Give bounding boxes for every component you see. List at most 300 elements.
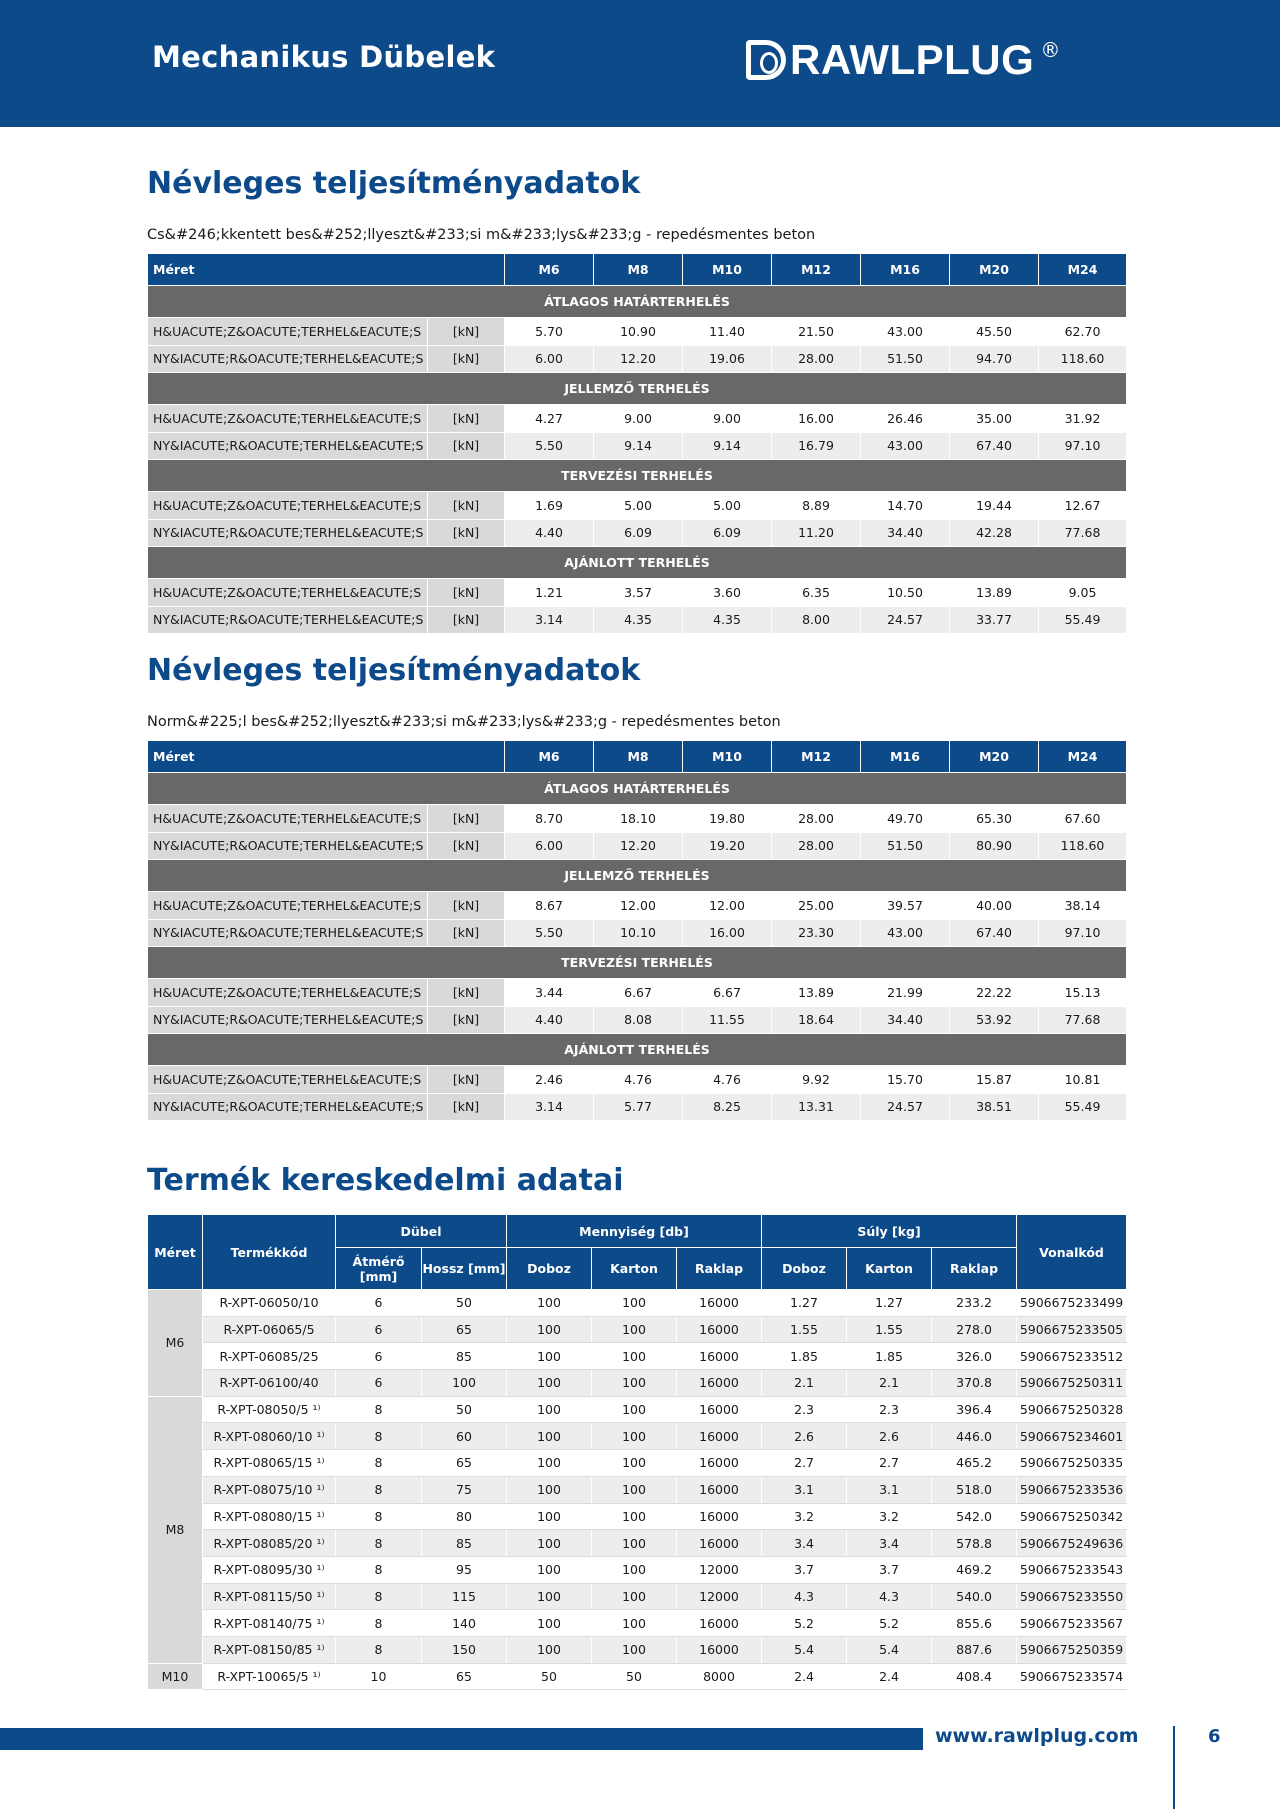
cell-value: 12000 bbox=[677, 1556, 762, 1583]
cell-value: 100 bbox=[507, 1316, 592, 1343]
cell-value: 9.14 bbox=[594, 432, 683, 460]
group-label: TERVEZÉSI TERHELÉS bbox=[148, 947, 1127, 979]
cell-value: 5.70 bbox=[505, 318, 594, 346]
cell-value: 100 bbox=[507, 1503, 592, 1530]
row-label: NY&IACUTE;R&OACUTE;TERHEL&EACUTE;S bbox=[148, 1093, 428, 1121]
row-label: H&UACUTE;Z&OACUTE;TERHEL&EACUTE;S bbox=[148, 579, 428, 607]
cell-value: 16000 bbox=[677, 1530, 762, 1557]
col-suly: Súly [kg] bbox=[762, 1215, 1017, 1248]
cell-value: 3.2 bbox=[762, 1503, 847, 1530]
table-row bbox=[148, 1556, 1127, 1583]
cell-value: 85 bbox=[422, 1343, 507, 1370]
cell-value: 25.00 bbox=[772, 892, 861, 920]
cell-value: 5906675250335 bbox=[1017, 1450, 1127, 1477]
cell-value: 6.67 bbox=[683, 979, 772, 1007]
cell-value: 50 bbox=[422, 1396, 507, 1423]
table-row bbox=[148, 318, 1127, 346]
cell-value: 67.40 bbox=[950, 919, 1039, 947]
cell-value: 100 bbox=[592, 1476, 677, 1503]
row-unit: [kN] bbox=[428, 345, 505, 373]
col-size: M12 bbox=[772, 254, 861, 286]
table-row bbox=[148, 519, 1127, 547]
cell-value: 9.00 bbox=[683, 405, 772, 433]
table-row bbox=[148, 1663, 1127, 1690]
cell-value: 887.6 bbox=[932, 1636, 1017, 1663]
cell-value: 2.3 bbox=[847, 1396, 932, 1423]
size-cell: M8 bbox=[148, 1396, 203, 1663]
perf1-subtitle: Cs&#246;kkentett bes&#252;llyeszt&#233;si m&#233;lys&#233;g - repedésmentes beton bbox=[147, 227, 816, 243]
cell-value: 5.77 bbox=[594, 1093, 683, 1121]
group-row bbox=[148, 286, 1127, 318]
cell-value: 3.57 bbox=[594, 579, 683, 607]
cell-value: 3.7 bbox=[847, 1556, 932, 1583]
cell-value: 80.90 bbox=[950, 832, 1039, 860]
cell-value: 14.70 bbox=[861, 492, 950, 520]
cell-value: 3.2 bbox=[847, 1503, 932, 1530]
cell-value: 43.00 bbox=[861, 919, 950, 947]
cell-value: 34.40 bbox=[861, 519, 950, 547]
cell-value: 5906675250342 bbox=[1017, 1503, 1127, 1530]
cell-value: 6.35 bbox=[772, 579, 861, 607]
cell-value: 3.14 bbox=[505, 1093, 594, 1121]
cell-value: 16000 bbox=[677, 1503, 762, 1530]
cell-value: 8 bbox=[336, 1476, 422, 1503]
col-atmero: Átmérő [mm] bbox=[336, 1248, 422, 1290]
cell-value: 53.92 bbox=[950, 1006, 1039, 1034]
row-label: NY&IACUTE;R&OACUTE;TERHEL&EACUTE;S bbox=[148, 345, 428, 373]
cell-value: 31.92 bbox=[1039, 405, 1127, 433]
cell-value: R-XPT-08075/10 ¹⁾ bbox=[203, 1476, 336, 1503]
cell-value: 1.27 bbox=[847, 1290, 932, 1317]
perf1-title: Névleges teljesítményadatok bbox=[147, 166, 641, 201]
cell-value: 16000 bbox=[677, 1476, 762, 1503]
cell-value: 2.7 bbox=[847, 1450, 932, 1477]
cell-value: 4.35 bbox=[683, 606, 772, 634]
cell-value: 16000 bbox=[677, 1636, 762, 1663]
row-label: H&UACUTE;Z&OACUTE;TERHEL&EACUTE;S bbox=[148, 318, 428, 346]
cell-value: 542.0 bbox=[932, 1503, 1017, 1530]
row-unit: [kN] bbox=[428, 606, 505, 634]
cell-value: 5.00 bbox=[594, 492, 683, 520]
cell-value: 8 bbox=[336, 1583, 422, 1610]
row-unit: [kN] bbox=[428, 1066, 505, 1094]
row-unit: [kN] bbox=[428, 492, 505, 520]
cell-value: 100 bbox=[507, 1610, 592, 1637]
cell-value: 24.57 bbox=[861, 606, 950, 634]
cell-value: 2.4 bbox=[847, 1663, 932, 1690]
table-row bbox=[148, 1396, 1127, 1423]
cell-value: 13.89 bbox=[950, 579, 1039, 607]
row-unit: [kN] bbox=[428, 1006, 505, 1034]
cell-value: 100 bbox=[592, 1370, 677, 1397]
cell-value: 94.70 bbox=[950, 345, 1039, 373]
registered-mark: ® bbox=[1040, 38, 1061, 62]
cell-value: R-XPT-10065/5 ¹⁾ bbox=[203, 1663, 336, 1690]
cell-value: 3.60 bbox=[683, 579, 772, 607]
table-row bbox=[148, 1583, 1127, 1610]
cell-value: 2.6 bbox=[847, 1423, 932, 1450]
table-row bbox=[148, 1093, 1127, 1121]
row-unit: [kN] bbox=[428, 979, 505, 1007]
cell-value: 3.4 bbox=[762, 1530, 847, 1557]
cell-value: 2.6 bbox=[762, 1423, 847, 1450]
cell-value: 67.40 bbox=[950, 432, 1039, 460]
group-label: JELLEMZŐ TERHELÉS bbox=[148, 373, 1127, 405]
perf2-title: Névleges teljesítményadatok bbox=[147, 653, 641, 688]
cell-value: 100 bbox=[507, 1450, 592, 1477]
cell-value: 12.67 bbox=[1039, 492, 1127, 520]
cell-value: 19.06 bbox=[683, 345, 772, 373]
cell-value: 4.35 bbox=[594, 606, 683, 634]
row-unit: [kN] bbox=[428, 832, 505, 860]
cell-value: 6.00 bbox=[505, 832, 594, 860]
cell-value: R-XPT-06085/25 bbox=[203, 1343, 336, 1370]
cell-value: 10.10 bbox=[594, 919, 683, 947]
table-row bbox=[148, 1476, 1127, 1503]
cell-value: 8000 bbox=[677, 1663, 762, 1690]
cell-value: 8 bbox=[336, 1636, 422, 1663]
cell-value: 9.05 bbox=[1039, 579, 1127, 607]
cell-value: 16.79 bbox=[772, 432, 861, 460]
cell-value: 8 bbox=[336, 1530, 422, 1557]
col-hossz: Hossz [mm] bbox=[422, 1248, 507, 1290]
cell-value: 12.00 bbox=[683, 892, 772, 920]
cell-value: 5906675233543 bbox=[1017, 1556, 1127, 1583]
cell-value: 18.10 bbox=[594, 805, 683, 833]
cell-value: 22.22 bbox=[950, 979, 1039, 1007]
cell-value: 3.14 bbox=[505, 606, 594, 634]
cell-value: 85 bbox=[422, 1530, 507, 1557]
cell-value: 1.21 bbox=[505, 579, 594, 607]
cell-value: 10.90 bbox=[594, 318, 683, 346]
cell-value: 6.09 bbox=[594, 519, 683, 547]
col-size: M16 bbox=[861, 254, 950, 286]
cell-value: 65.30 bbox=[950, 805, 1039, 833]
cell-value: 13.89 bbox=[772, 979, 861, 1007]
group-row bbox=[148, 947, 1127, 979]
cell-value: 15.70 bbox=[861, 1066, 950, 1094]
size-cell: M6 bbox=[148, 1290, 203, 1397]
col-size: M24 bbox=[1039, 741, 1127, 773]
cell-value: R-XPT-08140/75 ¹⁾ bbox=[203, 1610, 336, 1637]
col-doboz-weight: Doboz bbox=[762, 1248, 847, 1290]
cell-value: 19.20 bbox=[683, 832, 772, 860]
cell-value: 5.50 bbox=[505, 432, 594, 460]
cell-value: 62.70 bbox=[1039, 318, 1127, 346]
col-size: M20 bbox=[950, 254, 1039, 286]
cell-value: 5906675249636 bbox=[1017, 1530, 1127, 1557]
cell-value: 4.40 bbox=[505, 1006, 594, 1034]
cell-value: 16000 bbox=[677, 1343, 762, 1370]
row-unit: [kN] bbox=[428, 519, 505, 547]
row-unit: [kN] bbox=[428, 892, 505, 920]
cell-value: 8 bbox=[336, 1450, 422, 1477]
cell-value: 5906675233499 bbox=[1017, 1290, 1127, 1317]
cell-value: 65 bbox=[422, 1450, 507, 1477]
group-row bbox=[148, 860, 1127, 892]
cell-value: 408.4 bbox=[932, 1663, 1017, 1690]
group-label: JELLEMZŐ TERHELÉS bbox=[148, 860, 1127, 892]
row-label: NY&IACUTE;R&OACUTE;TERHEL&EACUTE;S bbox=[148, 919, 428, 947]
table-row bbox=[148, 919, 1127, 947]
table-row bbox=[148, 1066, 1127, 1094]
cell-value: 15.13 bbox=[1039, 979, 1127, 1007]
cell-value: 10 bbox=[336, 1663, 422, 1690]
cell-value: 578.8 bbox=[932, 1530, 1017, 1557]
cell-value: 8.00 bbox=[772, 606, 861, 634]
table-row bbox=[148, 1343, 1127, 1370]
cell-value: 50 bbox=[507, 1663, 592, 1690]
cell-value: 6 bbox=[336, 1316, 422, 1343]
cell-value: 45.50 bbox=[950, 318, 1039, 346]
header-title: Mechanikus Dübelek bbox=[152, 40, 496, 74]
table-row bbox=[148, 1370, 1127, 1397]
table-row bbox=[148, 805, 1127, 833]
cell-value: 28.00 bbox=[772, 345, 861, 373]
cell-value: 5906675233536 bbox=[1017, 1476, 1127, 1503]
cell-value: R-XPT-06100/40 bbox=[203, 1370, 336, 1397]
col-size: M24 bbox=[1039, 254, 1127, 286]
cell-value: 100 bbox=[507, 1636, 592, 1663]
cell-value: 4.3 bbox=[762, 1583, 847, 1610]
cell-value: 12.20 bbox=[594, 345, 683, 373]
cell-value: 8 bbox=[336, 1423, 422, 1450]
cell-value: 65 bbox=[422, 1316, 507, 1343]
page-header bbox=[0, 0, 1280, 127]
cell-value: 42.28 bbox=[950, 519, 1039, 547]
group-label: ÁTLAGOS HATÁRTERHELÉS bbox=[148, 773, 1127, 805]
cell-value: 1.69 bbox=[505, 492, 594, 520]
cell-value: 100 bbox=[507, 1290, 592, 1317]
row-label: H&UACUTE;Z&OACUTE;TERHEL&EACUTE;S bbox=[148, 492, 428, 520]
cell-value: 5.2 bbox=[847, 1610, 932, 1637]
cell-value: 28.00 bbox=[772, 805, 861, 833]
cell-value: 100 bbox=[507, 1530, 592, 1557]
cell-value: 4.76 bbox=[594, 1066, 683, 1094]
cell-value: 19.44 bbox=[950, 492, 1039, 520]
cell-value: 9.14 bbox=[683, 432, 772, 460]
row-label: H&UACUTE;Z&OACUTE;TERHEL&EACUTE;S bbox=[148, 405, 428, 433]
row-unit: [kN] bbox=[428, 318, 505, 346]
cell-value: 100 bbox=[507, 1370, 592, 1397]
cell-value: 100 bbox=[592, 1636, 677, 1663]
table-row bbox=[148, 979, 1127, 1007]
rawlplug-logo bbox=[746, 38, 1060, 82]
cell-value: 26.46 bbox=[861, 405, 950, 433]
table-row bbox=[148, 405, 1127, 433]
col-mennyiseg: Mennyiség [db] bbox=[507, 1215, 762, 1248]
cell-value: 100 bbox=[422, 1370, 507, 1397]
table-row bbox=[148, 579, 1127, 607]
cell-value: 5.4 bbox=[847, 1636, 932, 1663]
col-meret: Méret bbox=[148, 741, 505, 773]
cell-value: 5906675250311 bbox=[1017, 1370, 1127, 1397]
col-size: M12 bbox=[772, 741, 861, 773]
table-row bbox=[148, 1530, 1127, 1557]
cell-value: 3.44 bbox=[505, 979, 594, 1007]
group-row bbox=[148, 373, 1127, 405]
cell-value: 150 bbox=[422, 1636, 507, 1663]
cell-value: 6 bbox=[336, 1370, 422, 1397]
cell-value: 118.60 bbox=[1039, 345, 1127, 373]
row-label: H&UACUTE;Z&OACUTE;TERHEL&EACUTE;S bbox=[148, 1066, 428, 1094]
cell-value: 2.7 bbox=[762, 1450, 847, 1477]
row-unit: [kN] bbox=[428, 1093, 505, 1121]
cell-value: 100 bbox=[592, 1343, 677, 1370]
cell-value: 21.50 bbox=[772, 318, 861, 346]
row-unit: [kN] bbox=[428, 432, 505, 460]
cell-value: 16.00 bbox=[683, 919, 772, 947]
cell-value: 855.6 bbox=[932, 1610, 1017, 1637]
cell-value: 11.55 bbox=[683, 1006, 772, 1034]
col-size: M20 bbox=[950, 741, 1039, 773]
cell-value: 3.1 bbox=[762, 1476, 847, 1503]
cell-value: 77.68 bbox=[1039, 1006, 1127, 1034]
cell-value: 115 bbox=[422, 1583, 507, 1610]
cell-value: 100 bbox=[592, 1290, 677, 1317]
row-label: H&UACUTE;Z&OACUTE;TERHEL&EACUTE;S bbox=[148, 892, 428, 920]
cell-value: 35.00 bbox=[950, 405, 1039, 433]
table-row bbox=[148, 1636, 1127, 1663]
cell-value: 16000 bbox=[677, 1290, 762, 1317]
group-row bbox=[148, 460, 1127, 492]
footer-divider bbox=[1173, 1726, 1175, 1809]
col-karton-weight: Karton bbox=[847, 1248, 932, 1290]
cell-value: 16000 bbox=[677, 1370, 762, 1397]
cell-value: 100 bbox=[592, 1316, 677, 1343]
group-label: AJÁNLOTT TERHELÉS bbox=[148, 1034, 1127, 1066]
row-unit: [kN] bbox=[428, 579, 505, 607]
cell-value: 9.92 bbox=[772, 1066, 861, 1094]
cell-value: 6.09 bbox=[683, 519, 772, 547]
cell-value: 50 bbox=[592, 1663, 677, 1690]
cell-value: 1.27 bbox=[762, 1290, 847, 1317]
cell-value: 5.4 bbox=[762, 1636, 847, 1663]
cell-value: 2.3 bbox=[762, 1396, 847, 1423]
cell-value: 51.50 bbox=[861, 345, 950, 373]
page-number: 6 bbox=[1208, 1726, 1221, 1747]
footer-url[interactable]: www.rawlplug.com bbox=[935, 1725, 1139, 1747]
cell-value: 2.46 bbox=[505, 1066, 594, 1094]
cell-value: 100 bbox=[592, 1610, 677, 1637]
cell-value: 95 bbox=[422, 1556, 507, 1583]
cell-value: 6.00 bbox=[505, 345, 594, 373]
row-label: NY&IACUTE;R&OACUTE;TERHEL&EACUTE;S bbox=[148, 519, 428, 547]
cell-value: 10.81 bbox=[1039, 1066, 1127, 1094]
cell-value: R-XPT-08115/50 ¹⁾ bbox=[203, 1583, 336, 1610]
cell-value: 49.70 bbox=[861, 805, 950, 833]
cell-value: 8.89 bbox=[772, 492, 861, 520]
cell-value: R-XPT-08150/85 ¹⁾ bbox=[203, 1636, 336, 1663]
cell-value: 6 bbox=[336, 1343, 422, 1370]
cell-value: 4.27 bbox=[505, 405, 594, 433]
col-dubel: Dübel bbox=[336, 1215, 507, 1248]
cell-value: 1.55 bbox=[847, 1316, 932, 1343]
table-row bbox=[148, 345, 1127, 373]
cell-value: 40.00 bbox=[950, 892, 1039, 920]
cell-value: 3.1 bbox=[847, 1476, 932, 1503]
col-meret: Méret bbox=[148, 1215, 203, 1290]
cell-value: 5906675233574 bbox=[1017, 1663, 1127, 1690]
cell-value: 16000 bbox=[677, 1610, 762, 1637]
cell-value: 28.00 bbox=[772, 832, 861, 860]
commercial-title: Termék kereskedelmi adatai bbox=[147, 1163, 624, 1198]
cell-value: 5.2 bbox=[762, 1610, 847, 1637]
cell-value: 97.10 bbox=[1039, 432, 1127, 460]
cell-value: 6 bbox=[336, 1290, 422, 1317]
cell-value: 396.4 bbox=[932, 1396, 1017, 1423]
cell-value: 43.00 bbox=[861, 318, 950, 346]
cell-value: 75 bbox=[422, 1476, 507, 1503]
cell-value: 5906675250359 bbox=[1017, 1636, 1127, 1663]
group-label: TERVEZÉSI TERHELÉS bbox=[148, 460, 1127, 492]
row-label: NY&IACUTE;R&OACUTE;TERHEL&EACUTE;S bbox=[148, 606, 428, 634]
cell-value: 38.51 bbox=[950, 1093, 1039, 1121]
cell-value: 8 bbox=[336, 1503, 422, 1530]
cell-value: R-XPT-08065/15 ¹⁾ bbox=[203, 1450, 336, 1477]
col-meret: Méret bbox=[148, 254, 505, 286]
col-size: M16 bbox=[861, 741, 950, 773]
cell-value: 24.57 bbox=[861, 1093, 950, 1121]
cell-value: 140 bbox=[422, 1610, 507, 1637]
cell-value: 5906675233550 bbox=[1017, 1583, 1127, 1610]
row-unit: [kN] bbox=[428, 805, 505, 833]
cell-value: 100 bbox=[507, 1343, 592, 1370]
cell-value: 16000 bbox=[677, 1316, 762, 1343]
col-size: M8 bbox=[594, 254, 683, 286]
cell-value: 34.40 bbox=[861, 1006, 950, 1034]
cell-value: 5.00 bbox=[683, 492, 772, 520]
cell-value: 97.10 bbox=[1039, 919, 1127, 947]
perf2-table bbox=[147, 740, 1127, 1121]
cell-value: 6.67 bbox=[594, 979, 683, 1007]
row-label: NY&IACUTE;R&OACUTE;TERHEL&EACUTE;S bbox=[148, 1006, 428, 1034]
cell-value: 8 bbox=[336, 1396, 422, 1423]
cell-value: 8.08 bbox=[594, 1006, 683, 1034]
col-size: M10 bbox=[683, 254, 772, 286]
col-termekkod: Termékkód bbox=[203, 1215, 336, 1290]
table-row bbox=[148, 1610, 1127, 1637]
cell-value: 55.49 bbox=[1039, 1093, 1127, 1121]
size-cell: M10 bbox=[148, 1663, 203, 1690]
footer-bar bbox=[0, 1728, 923, 1750]
col-raklap-qty: Raklap bbox=[677, 1248, 762, 1290]
cell-value: 51.50 bbox=[861, 832, 950, 860]
cell-value: 100 bbox=[507, 1583, 592, 1610]
cell-value: 21.99 bbox=[861, 979, 950, 1007]
cell-value: 8.25 bbox=[683, 1093, 772, 1121]
col-size: M6 bbox=[505, 741, 594, 773]
table-row bbox=[148, 1503, 1127, 1530]
cell-value: 100 bbox=[592, 1450, 677, 1477]
cell-value: 100 bbox=[507, 1556, 592, 1583]
cell-value: 60 bbox=[422, 1423, 507, 1450]
cell-value: 19.80 bbox=[683, 805, 772, 833]
col-doboz-qty: Doboz bbox=[507, 1248, 592, 1290]
cell-value: R-XPT-08060/10 ¹⁾ bbox=[203, 1423, 336, 1450]
table-row bbox=[148, 1006, 1127, 1034]
cell-value: 1.55 bbox=[762, 1316, 847, 1343]
cell-value: 100 bbox=[592, 1556, 677, 1583]
cell-value: 8 bbox=[336, 1556, 422, 1583]
cell-value: 16000 bbox=[677, 1423, 762, 1450]
cell-value: 3.4 bbox=[847, 1530, 932, 1557]
row-label: NY&IACUTE;R&OACUTE;TERHEL&EACUTE;S bbox=[148, 832, 428, 860]
table-row bbox=[148, 892, 1127, 920]
cell-value: 12.20 bbox=[594, 832, 683, 860]
cell-value: R-XPT-06050/10 bbox=[203, 1290, 336, 1317]
group-label: AJÁNLOTT TERHELÉS bbox=[148, 547, 1127, 579]
